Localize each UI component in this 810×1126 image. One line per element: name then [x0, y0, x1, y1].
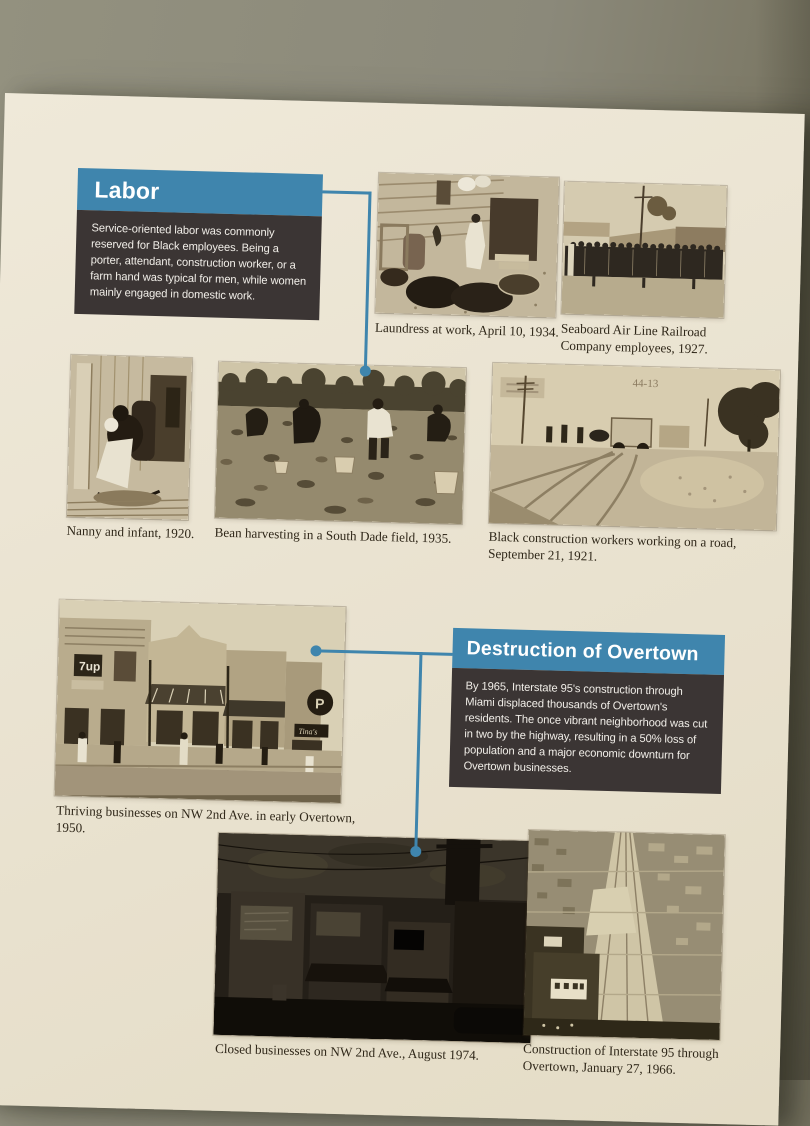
caption-bean: Bean harvesting in a South Dade field, 1935. [214, 524, 494, 548]
caption-nanny: Nanny and infant, 1920. [66, 522, 266, 544]
destruction-text: By 1965, Interstate 95's construction through Miami displaced thousands of Overtown's residents. The once vibrant neighborhood was cut in two by the highway, resulting in a 50% loss of population and a major economic downturn for Overtown businesses. [463, 680, 707, 774]
connector-labor-vertical [364, 192, 372, 371]
destruction-section-header [452, 628, 725, 675]
caption-i95: Construction of Interstate 95 through Overtown, January 27, 1966. [522, 1040, 741, 1080]
bean-image [215, 362, 466, 524]
exhibit-poster [0, 93, 805, 1126]
labor-section-header [77, 168, 323, 216]
destruction-title: Destruction of Overtown [466, 637, 699, 666]
destruction-section-body [449, 668, 724, 795]
photo-laundress [375, 173, 559, 318]
caption-thriving: Thriving businesses on NW 2nd Ave. in early Overtown, 1950. [56, 802, 387, 845]
photo-road-workers [489, 363, 780, 530]
caption-laundress: Laundress at work, April 10, 1934. [375, 319, 675, 344]
connector-labor-horizontal [322, 190, 371, 194]
i95-image [524, 830, 725, 1040]
road-photo-mark: 44-13 [632, 378, 658, 391]
photo-bean-harvesting [215, 362, 466, 524]
connector-destruction-vertical [414, 652, 422, 851]
sign-p: P [315, 695, 325, 711]
labor-section-body [74, 210, 322, 320]
photo-seaboard-railroad [561, 182, 726, 318]
labor-text: Service-oriented labor was commonly reserved for Black employees. Being a porter, attendant, construction worker, or a farm hand was typical for men, while women mainly engaged in domestic work. [90, 222, 307, 302]
thriving-image [55, 600, 346, 803]
photo-thriving-businesses [55, 600, 346, 803]
photo-nanny-infant [67, 355, 192, 520]
caption-closed-businesses: Closed businesses on NW 2nd Ave., August 1974. [215, 1040, 535, 1066]
photo-closed-businesses [213, 833, 535, 1043]
photo-i95-construction [524, 830, 725, 1040]
closed-image [213, 833, 535, 1043]
laundress-image [375, 173, 559, 318]
labor-title: Labor [94, 176, 160, 205]
seaboard-image [561, 182, 726, 318]
nanny-image [67, 355, 192, 520]
sign-tinas: Tina's [298, 727, 317, 736]
caption-road-workers: Black construction workers working on a road, September 21, 1921. [488, 528, 789, 570]
caption-seaboard: Seaboard Air Line Railroad Company employees, 1927. [560, 320, 739, 359]
road-image [489, 363, 780, 530]
sign-7up: 7up [79, 659, 101, 674]
